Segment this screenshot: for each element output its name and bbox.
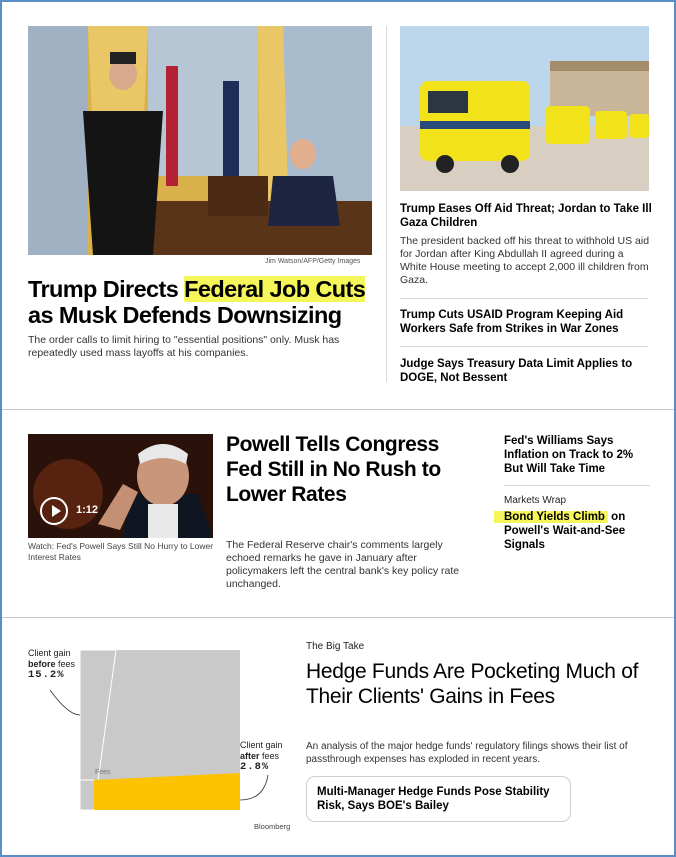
video-duration: 1:12 [76,504,99,516]
gaza-photo[interactable] [400,26,649,191]
powell-headline[interactable]: Powell Tells Congress Fed Still in No Rush to Lower Rates [226,433,441,506]
right-story-3-headline[interactable]: Judge Says Treasury Data Limit Applies to DOGE, Not Bessent [400,358,633,384]
graphic-source: Bloomberg [254,822,291,831]
divider [504,485,650,486]
lead-photo-credit: Jim Watson/AFP/Getty Images [265,258,361,265]
side-story-1-headline[interactable]: Fed's Williams Says Inflation on Track to 2% But Will Take Time [504,435,634,475]
after-fees-label: Client gain after fees 2.8% [240,740,283,773]
fees-label: Fees [95,769,111,776]
lead-headline[interactable]: Trump Directs Federal Job Cuts as Musk Defends Downsizing [28,276,366,328]
big-take-headline[interactable]: Hedge Funds Are Pocketing Much of Their Clients' Gains in Fees [306,660,639,708]
before-fees-value: 15.2% [28,669,65,681]
fees-graphic[interactable] [28,640,298,835]
divider [400,346,648,347]
powell-video-thumbnail[interactable] [28,434,213,538]
right-story-1-summary: The president backed off his threat to withhold US aid for Jordan after King Abdullah II agreed during a White House meeting to accept 2,000 ill children from Gaza. [400,235,650,286]
lead-photo[interactable] [28,26,372,255]
video-caption[interactable]: Watch: Fed's Powell Says Still No Hurry to Lower Interest Rates [28,541,214,562]
side-story-2-highlight: Bond Yields Climb [494,511,608,523]
powell-summary: The Federal Reserve chair's comments largely echoed remarks he gave in January after policymakers left the central bank's key policy rate unchanged. [226,539,460,590]
lead-summary: The order calls to limit hiring to "essential positions" only. Musk has repeatedly used mass layoffs at his companies. [28,334,340,359]
section-divider [2,617,674,618]
after-fees-value: 2.8% [240,761,270,773]
side-story-kicker: Markets Wrap [504,495,567,506]
right-story-1-headline[interactable]: Trump Eases Off Aid Threat; Jordan to Take Ill Gaza Children [400,203,652,229]
play-icon[interactable] [40,497,68,525]
big-take-kicker: The Big Take [306,641,365,652]
divider [400,298,648,299]
lead-headline-highlight: Federal Job Cuts [184,276,366,302]
before-fees-label: Client gain before fees 15.2% [28,648,76,681]
section-divider [2,409,674,410]
right-story-2-headline[interactable]: Trump Cuts USAID Program Keeping Aid Workers Safe from Strikes in War Zones [400,309,624,335]
big-take-summary: An analysis of the major hedge funds' regulatory filings shows their list of passthrough expenses has exploded in recent years. [306,741,628,765]
related-story-card[interactable]: Multi-Manager Hedge Funds Pose Stability Risk, Says BOE's Bailey [306,776,571,822]
column-divider [386,26,387,382]
side-story-2-headline[interactable]: Bond Yields Climb on Powell's Wait-and-See Signals [504,510,654,552]
